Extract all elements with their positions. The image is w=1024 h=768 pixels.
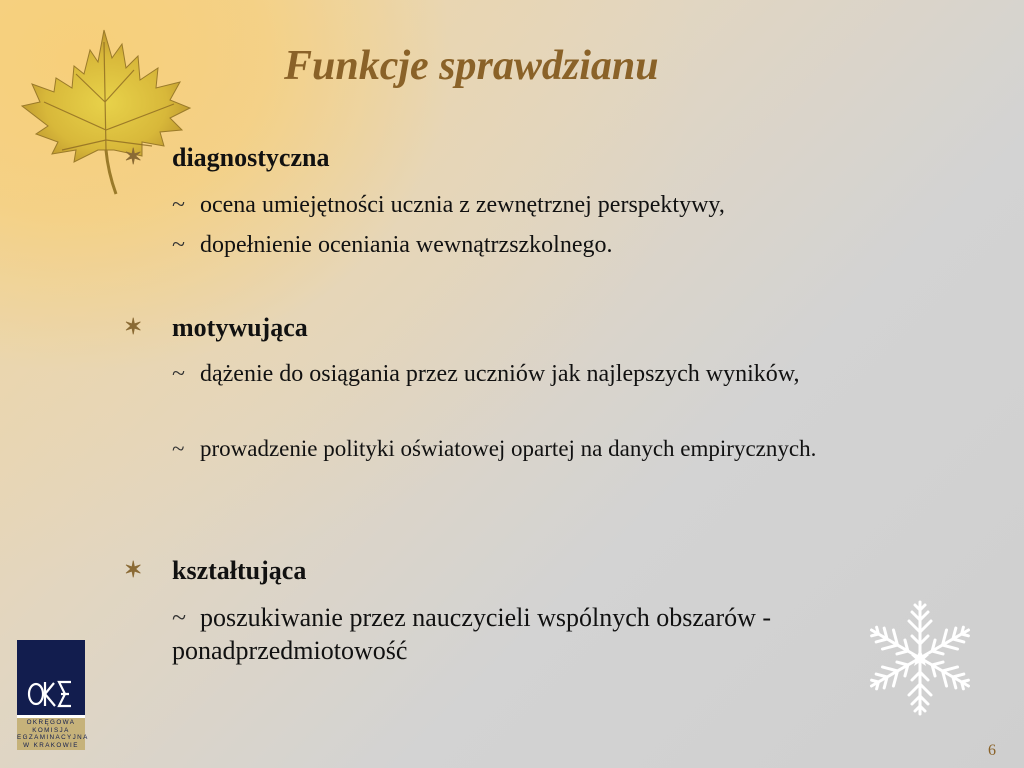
tilde-bullet-icon: ~ [172,603,187,632]
bullet-heading: diagnostyczna [172,143,330,172]
bullet-ksztaltujaca [124,556,306,586]
logo-org-name: OKRĘGOWA KOMISJA EGZAMINACYJNA W KRAKOWIE [17,719,89,749]
slide-title: Funkcje sprawdzianu [284,43,659,89]
snowflake-icon [860,598,980,718]
star-bullet-icon: ✶ [124,557,143,582]
sub-item: ~ prowadzenie polityki oświatowej opartej na danych empirycznych. [172,432,862,465]
sub-item: ~ dążenie do osiągania przez uczniów jak najlepszych wyników, [172,358,862,391]
page-number: 6 [988,742,996,759]
bullet-heading: motywująca [172,313,308,342]
oke-logo [17,640,89,750]
bullet-diagnostyczna [124,143,329,173]
tilde-bullet-icon: ~ [172,232,185,258]
tilde-bullet-icon: ~ [172,436,185,461]
bullet-heading: kształtująca [172,556,307,585]
logo-mark-box [17,640,85,715]
tilde-bullet-icon: ~ [172,361,185,387]
star-bullet-icon: ✶ [124,314,143,339]
star-bullet-icon: ✶ [124,144,143,169]
sub-item: ~ dopełnienie oceniania wewnątrzszkolnego. [172,229,872,262]
bullet-motywujaca [124,313,308,343]
oke-logo-mark-icon [27,674,75,708]
sub-item: ~ ocena umiejętności ucznia z zewnętrznej perspektywy, [172,189,872,222]
tilde-bullet-icon: ~ [172,192,185,218]
sub-item: ~ poszukiwanie przez nauczycieli wspólnych obszarów - ponadprzedmiotowość [172,603,772,665]
